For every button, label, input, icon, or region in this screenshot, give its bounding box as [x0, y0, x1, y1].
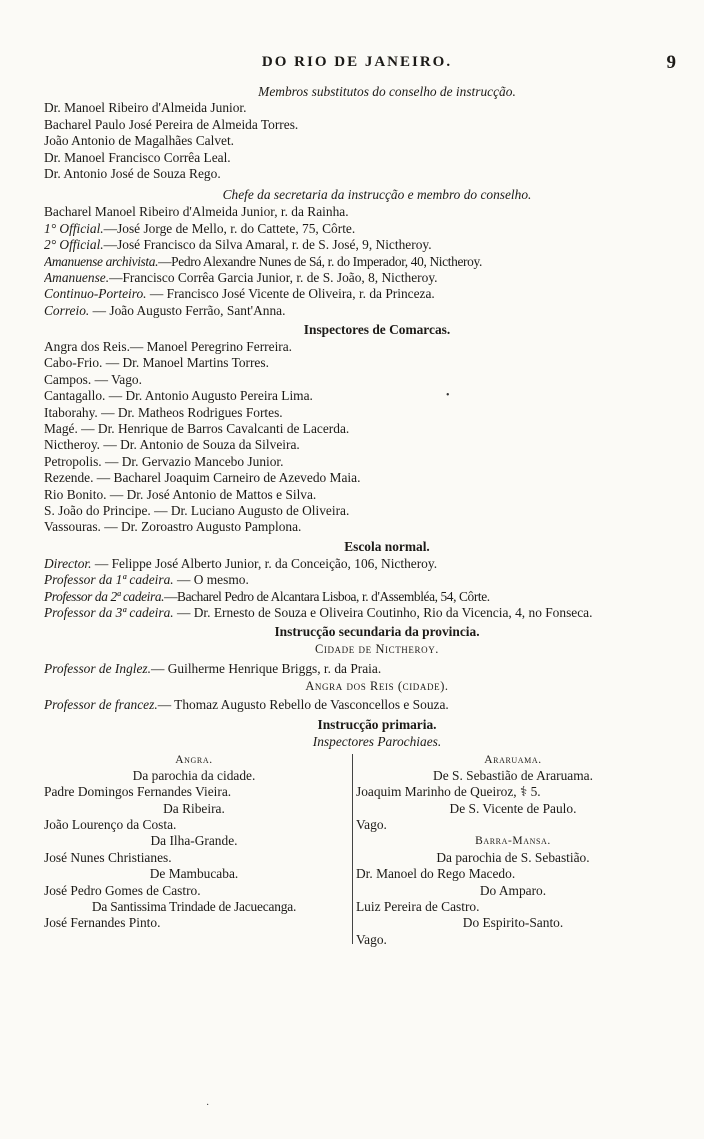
- list-item: Vago.: [356, 817, 387, 833]
- entry-text: — João Augusto Ferrão, Sant'Anna.: [89, 302, 286, 318]
- list-item: Campos. — Vago.: [44, 371, 142, 387]
- entry-role: Professor de Inglez.: [44, 660, 151, 676]
- entry-role: Amanuense.: [44, 269, 110, 285]
- list-item: [44, 204, 670, 220]
- entry-role: 2° Official.: [44, 237, 104, 253]
- subheading-nictheroy: Cidade de Nictheroy.: [315, 642, 439, 657]
- column-title: Barra-Mansa.: [475, 835, 551, 848]
- section-heading-comarcas: Inspectores de Comarcas.: [303, 322, 451, 338]
- list-item: [44, 694, 670, 714]
- page-header: [44, 52, 676, 82]
- subheading-angra: Angra dos Reis (cidade).: [305, 678, 449, 693]
- list-item: Luiz Pereira de Castro.: [356, 899, 480, 915]
- list-item: José Fernandes Pinto.: [44, 915, 161, 931]
- entry-text: — Thomaz Augusto Rebello de Vasconcellos e Souza.: [157, 697, 449, 713]
- list-item: Da Ribeira.: [163, 800, 225, 816]
- list-item: De Mambucaba.: [149, 866, 239, 882]
- entry-text: —José Francisco da Silva Amaral, r. de S. José, 9, Nictheroy.: [103, 237, 432, 253]
- list-item: José Nunes Christianes.: [44, 849, 172, 865]
- list-item: [44, 658, 670, 678]
- section-heading-escola: Escola normal.: [344, 538, 430, 554]
- list-item: Do Amparo.: [479, 882, 547, 898]
- list-item: João Antonio de Magalhães Calvet.: [44, 133, 235, 149]
- list-item: [44, 589, 670, 605]
- list-item: [44, 270, 670, 286]
- entry-text: — Dr. Ernesto de Souza e Oliveira Coutinho, Rio da Vicencia, 4, no Fonseca.: [173, 604, 593, 620]
- list-item: José Pedro Gomes de Castro.: [44, 882, 201, 898]
- list-item: Magé. — Dr. Henrique de Barros Cavalcanti de Lacerda.: [44, 421, 350, 437]
- entry-role: 1° Official.: [44, 220, 104, 236]
- list-item: Joaquim Marinho de Queiroz, ⚕ 5.: [356, 784, 541, 800]
- list-item: [44, 221, 670, 237]
- list-item: [44, 572, 670, 588]
- list-item: Dr. Manoel do Rego Macedo.: [356, 866, 516, 882]
- page-number: 9: [666, 52, 676, 73]
- list-item: Petropolis. — Dr. Gervazio Mancebo Junior.: [44, 453, 284, 469]
- page-content: [44, 84, 670, 952]
- print-speck: •: [446, 390, 450, 401]
- list-item: Dr. Manoel Francisco Corrêa Leal.: [44, 149, 231, 165]
- list-item: Vassouras. — Dr. Zoroastro Augusto Pamplona.: [44, 519, 302, 535]
- entry-role: Professor de francez.: [44, 697, 158, 713]
- list-item: Rio Bonito. — Dr. José Antonio de Mattos e Silva.: [44, 486, 317, 502]
- list-item: Bacharel Paulo José Pereira de Almeida Torres.: [44, 116, 299, 132]
- list-item: Cabo-Frio. — Dr. Manoel Martins Torres.: [44, 355, 269, 371]
- entry-text: — O mesmo.: [173, 572, 249, 588]
- section-heading-secundaria: Instrucção secundaria da provincia.: [274, 624, 480, 640]
- column-divider: [352, 754, 353, 944]
- section-heading-primaria: Instrucção primaria.: [317, 717, 437, 733]
- list-item: Da Santissima Trindade de Jacuecanga.: [91, 899, 297, 915]
- entry-text: —Bacharel Pedro de Alcantara Lisboa, r. d'Assembléa, 54, Côrte.: [164, 588, 490, 604]
- list-item: [44, 254, 670, 270]
- list-item: Da parochia de S. Sebastião.: [436, 849, 590, 865]
- list-item: Dr. Antonio José de Souza Rego.: [44, 165, 221, 181]
- section-heading-membros: Membros substitutos do conselho de instrucção.: [258, 84, 516, 99]
- entry-text: —Francisco Corrêa Garcia Junior, r. de S. João, 8, Nictheroy.: [109, 269, 438, 285]
- list-item: [44, 286, 670, 302]
- subheading-inspectores-parochiaes: Inspectores Parochiaes.: [312, 734, 442, 750]
- list-item: Do Espirito-Santo.: [462, 915, 564, 931]
- list-item: Cantagallo. — Dr. Antonio Augusto Pereira Lima.: [44, 388, 313, 404]
- list-item: [44, 237, 670, 253]
- entry-role: Continuo-Porteiro.: [44, 286, 147, 302]
- entry-role: Professor da 1ª cadeira.: [44, 572, 174, 588]
- list-item: [44, 605, 670, 621]
- section-heading-chefe: Chefe da secretaria da instrucção e membro do conselho.: [222, 187, 532, 203]
- list-item: De S. Sebastião de Araruama.: [433, 767, 593, 783]
- print-speck: ·: [206, 1100, 210, 1111]
- entry-text: —Pedro Alexandre Nunes de Sá, r. do Imperador, 40, Nictheroy.: [158, 253, 482, 269]
- two-column-list: [44, 752, 670, 952]
- entry-text: Bacharel Manoel Ribeiro d'Almeida Junior, r. da Rainha.: [44, 204, 349, 220]
- list-item: Angra dos Reis.— Manoel Peregrino Ferreira.: [44, 339, 293, 355]
- running-title: DO RIO DE JANEIRO.: [261, 54, 453, 70]
- list-item: [44, 303, 670, 319]
- list-item: [44, 556, 670, 572]
- entry-role: Professor da 2ª cadeira.: [44, 588, 165, 604]
- column-angra: [44, 752, 344, 932]
- entry-text: — Francisco José Vicente de Oliveira, r. da Princeza.: [146, 286, 435, 302]
- list-item: Padre Domingos Fernandes Vieira.: [44, 784, 232, 800]
- list-item: Nictheroy. — Dr. Antonio de Souza da Silveira.: [44, 437, 300, 453]
- list-item: Da parochia da cidade.: [132, 767, 256, 783]
- entry-text: —José Jorge de Mello, r. do Cattete, 75, Côrte.: [103, 220, 356, 236]
- entry-role: Professor da 3ª cadeira.: [44, 604, 174, 620]
- list-item: Itaborahy. — Dr. Matheos Rodrigues Fortes.: [44, 404, 283, 420]
- entry-role: Correio.: [44, 302, 90, 318]
- entry-text: — Guilherme Henrique Briggs, r. da Praia.: [151, 660, 382, 676]
- entry-role: Amanuense archivista.: [44, 253, 159, 269]
- list-item: Dr. Manoel Ribeiro d'Almeida Junior.: [44, 100, 247, 116]
- column-title: Araruama.: [484, 753, 542, 766]
- list-item: De S. Vicente de Paulo.: [449, 800, 577, 816]
- list-item: Da Ilha-Grande.: [150, 833, 238, 849]
- list-item: Vago.: [356, 931, 387, 947]
- entry-text: — Felippe José Alberto Junior, r. da Conceição, 106, Nictheroy.: [91, 555, 438, 571]
- entry-role: Director.: [44, 555, 92, 571]
- column-title: Angra.: [175, 753, 213, 766]
- list-item: S. João do Principe. — Dr. Luciano Augusto de Oliveira.: [44, 502, 350, 518]
- list-item: Rezende. — Bacharel Joaquim Carneiro de Azevedo Maia.: [44, 470, 361, 486]
- column-araruama: [356, 752, 670, 949]
- list-item: João Lourenço da Costa.: [44, 817, 177, 833]
